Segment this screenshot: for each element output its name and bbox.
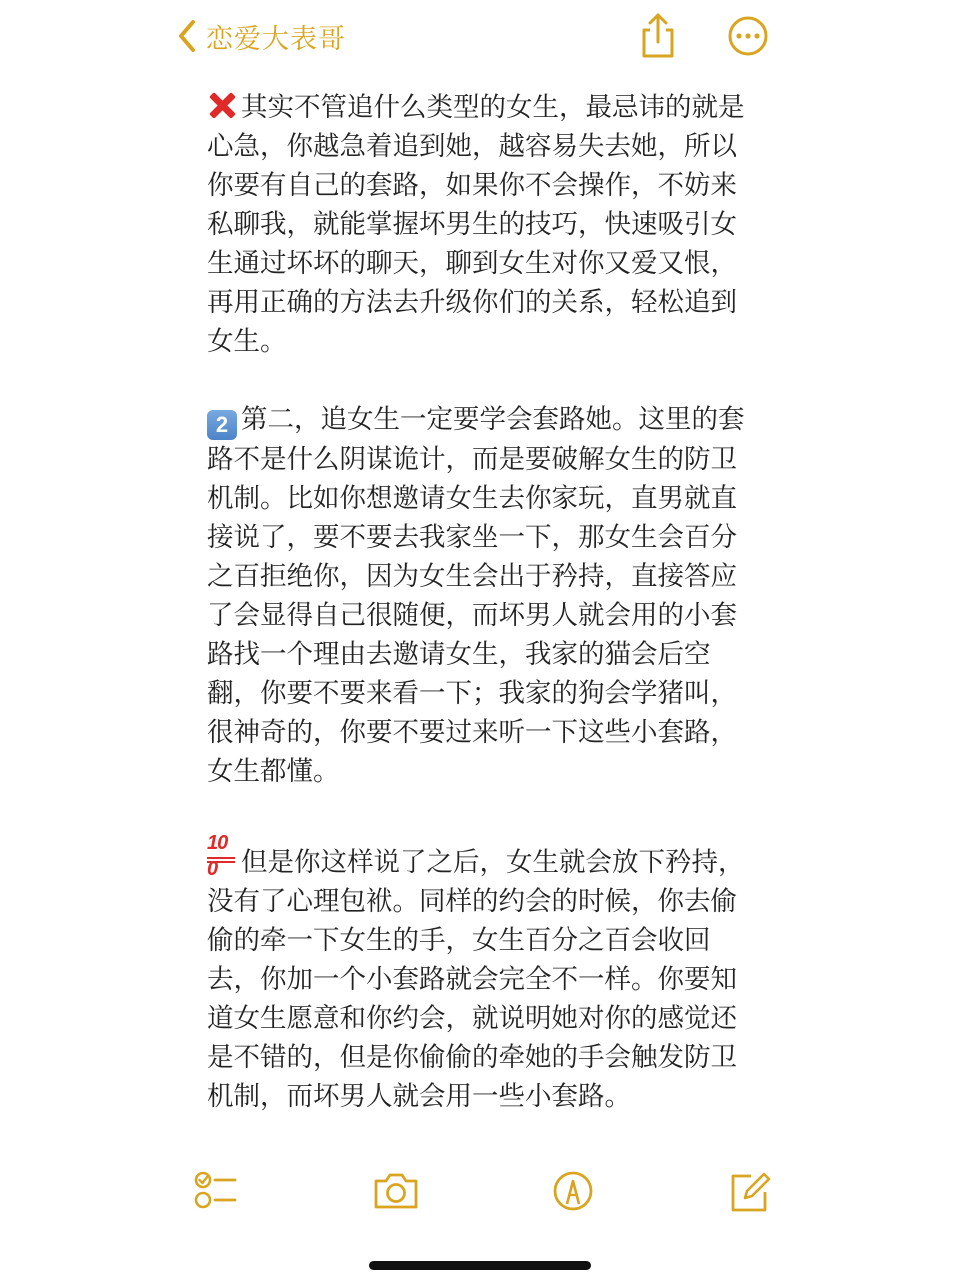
- paragraph-text: 但是你这样说了之后，女生就会放下矜持，没有了心理包袱。同样的约会的时候，你去偷偷的牵一下女生的手，女生百分之百会收回去，你加一个小套路就会完全不一样。你要知道女生愿意和你约会，就说明她对你的感觉还是不错的，但是你偷偷的牵她的手会触发防卫机制，而坏男人就会用一些小套路。: [207, 847, 745, 1112]
- pen-icon: [548, 1201, 598, 1220]
- hundred-points-icon: 100: [207, 830, 237, 860]
- back-button[interactable]: [176, 14, 346, 58]
- more-icon: [726, 43, 770, 62]
- camera-icon: [371, 1201, 421, 1220]
- note-paragraph: [207, 830, 755, 1116]
- note-paragraph: [207, 400, 755, 791]
- checklist-icon: [193, 1201, 243, 1220]
- chevron-left-icon: [176, 19, 198, 53]
- more-button[interactable]: [726, 14, 770, 58]
- compose-icon: [725, 1201, 775, 1220]
- navigation-bar: [0, 0, 960, 80]
- note-paragraph: [207, 88, 755, 361]
- checklist-button[interactable]: [193, 1166, 243, 1216]
- cross-mark-icon: [207, 90, 237, 120]
- keycap-two-icon: 2: [207, 410, 237, 440]
- note-body[interactable]: [207, 88, 755, 1155]
- home-indicator[interactable]: [369, 1261, 591, 1270]
- share-button[interactable]: [636, 10, 680, 62]
- back-label: 恋爱大表哥: [206, 23, 346, 55]
- paragraph-text: 其实不管追什么类型的女生，最忌讳的就是心急，你越急着追到她，越容易失去她，所以你要有自己的套路，如果你不会操作，不妨来私聊我，就能掌握坏男生的技巧，快速吸引女生通过坏坏的聊天，聊到女生对你又爱又恨，再用正确的方法去升级你们的关系，轻松追到女生。: [207, 92, 745, 357]
- paragraph-text: 第二，追女生一定要学会套路她。这里的套路不是什么阴谋诡计，而是要破解女生的防卫机制。比如你想邀请女生去你家玩，直男就直接说了，要不要去我家坐一下，那女生会百分之百拒绝你，因为女生会出于矜持，直接答应了会显得自己很随便，而坏男人就会用的小套路找一个理由去邀请女生，我家的猫会后空翻，你要不要来看一下；我家的狗会学猪叫，很神奇的，你要不要过来听一下这些小套路，女生都懂。: [207, 404, 745, 787]
- markup-button[interactable]: [548, 1166, 598, 1216]
- camera-button[interactable]: [371, 1166, 421, 1216]
- share-icon: [636, 47, 680, 66]
- compose-button[interactable]: [725, 1166, 775, 1216]
- bottom-toolbar: [0, 1158, 960, 1228]
